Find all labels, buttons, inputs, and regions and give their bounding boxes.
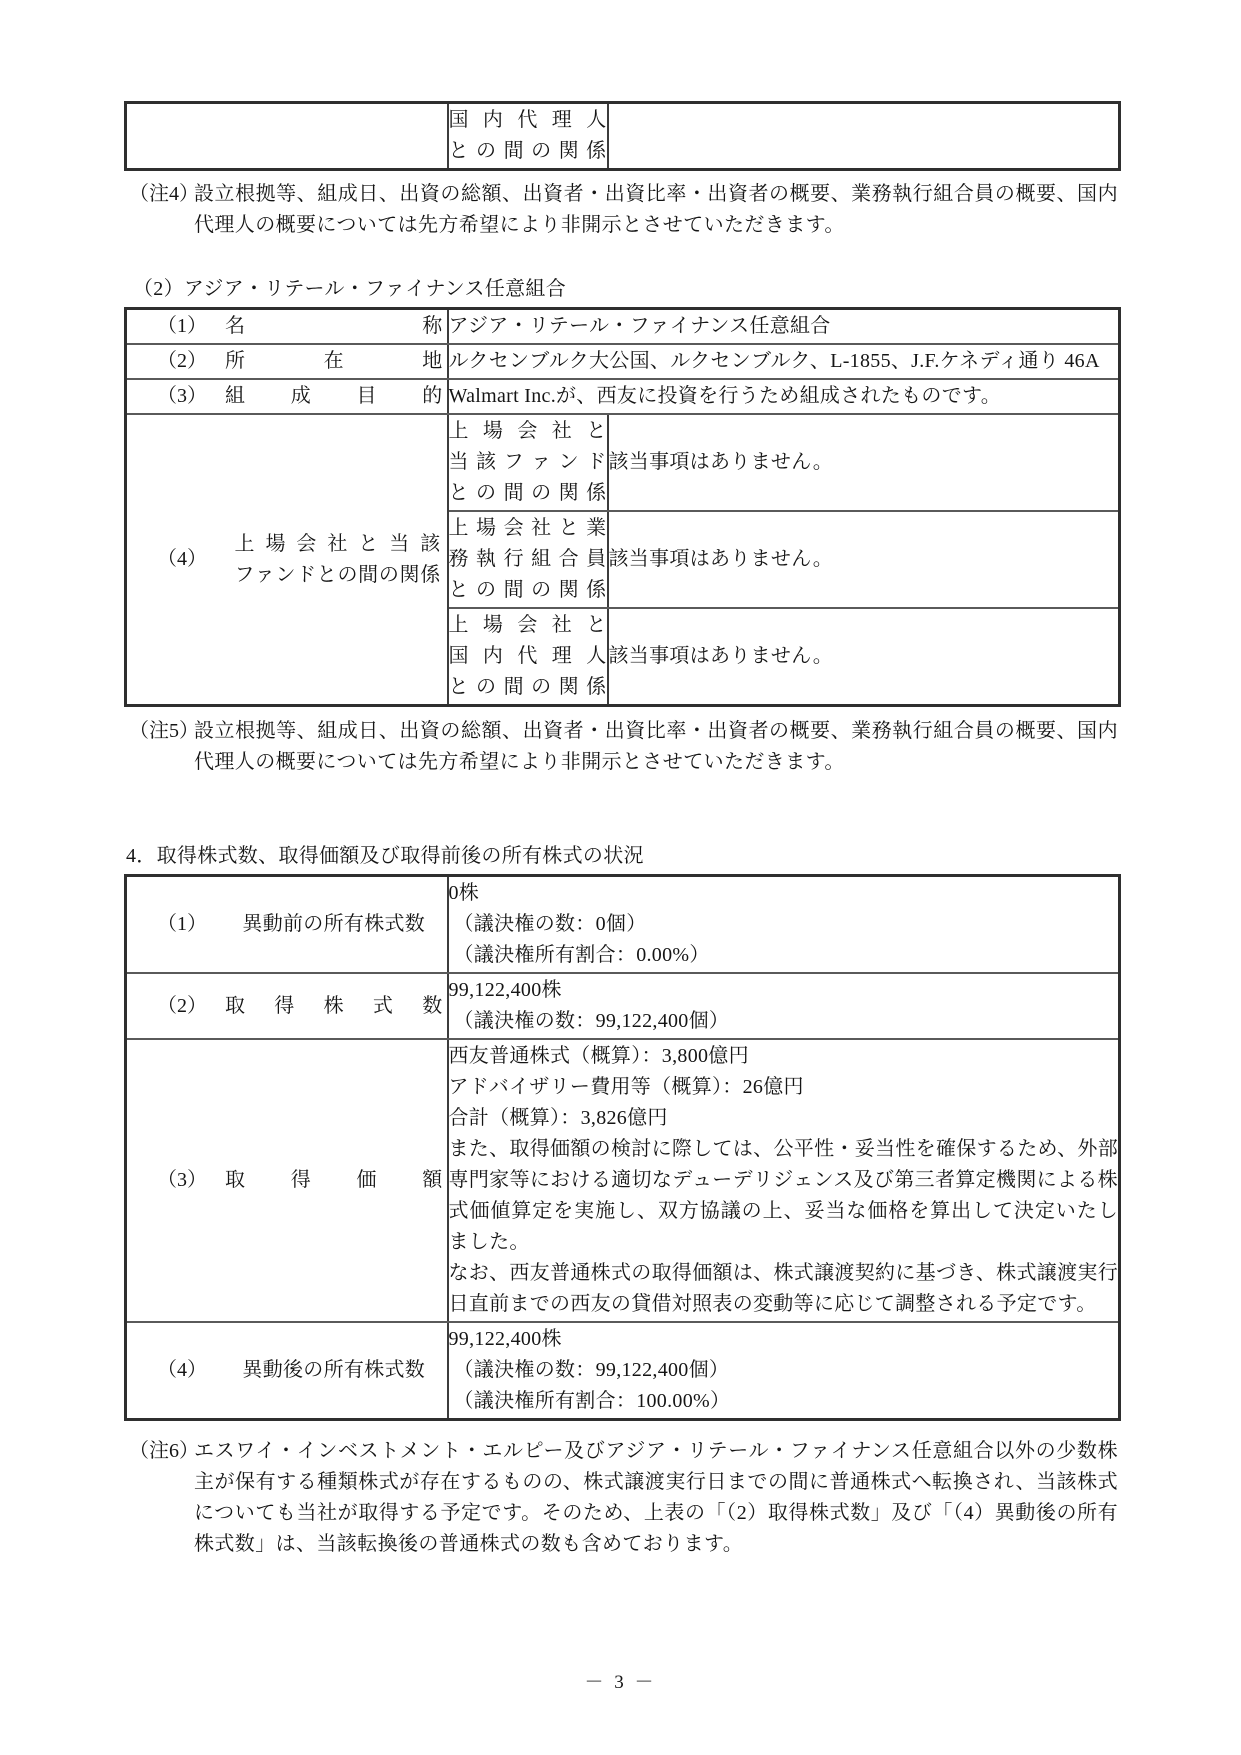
fund2-table: [124, 307, 1121, 707]
cell-line: アドバイザリー費用等（概算）：26億円: [448, 1076, 804, 1098]
table-row: [126, 379, 1120, 414]
cell-text: アジア・リテール・ファイナンス任意組合: [448, 315, 831, 337]
label-cell: [126, 973, 448, 1039]
table-row: [126, 876, 1120, 974]
cell-line: 99,122,400株: [448, 1328, 562, 1350]
content-cell: [448, 344, 1120, 379]
page-number: － 3 －: [584, 1672, 657, 1693]
note-5: [124, 716, 1118, 778]
label-cell: [126, 876, 448, 974]
sublabel-cell: 上場会社と業 務執行組合員 との間の関係: [448, 511, 608, 608]
table-row: [126, 309, 1120, 345]
cell-line: （議決権所有割合：0.00%）: [453, 944, 710, 966]
sublabel-line: 国内代理人: [448, 109, 607, 131]
row-label: 取得株式数: [225, 994, 443, 1017]
note-label: （注4）: [129, 183, 199, 205]
row-number: （2）: [157, 350, 207, 372]
label-cell: [126, 344, 448, 379]
acquisition-table: [124, 874, 1121, 1421]
fragment-sublabel-cell: [448, 103, 608, 170]
cell-text: 該当事項はありません。: [608, 645, 833, 667]
cell-line: （議決権の数：99,122,400個）: [453, 1010, 730, 1032]
note-text: エスワイ・インベストメント・エルピー及びアジア・リテール・ファイナンス任意組合以外の少数株主が保有する種類株式が存在するものの、株式譲渡実行日までの間に普通株式へ転換され、当該株式についても当社が取得する予定です。そのため、上表の「（2）取得株式数」及び「（4）異動後の所有株式数」は、当該転換後の普通株式の数も含めております。: [194, 1440, 1118, 1555]
prev-table-fragment: [124, 101, 1121, 171]
content-cell: [608, 608, 1120, 706]
note-label: （注5）: [129, 720, 199, 742]
cell-paragraph: また、取得価額の検討に際しては、公平性・妥当性を確保するため、外部専門家等における適切なデューデリジェンス及び第三者算定機関による株式価値算定を実施し、双方協議の上、妥当な価格を算出して決定いたしました。: [448, 1138, 1118, 1253]
content-cell: [448, 309, 1120, 345]
cell-line: （議決権の数：0個）: [453, 913, 647, 935]
row-number: （1）: [157, 913, 207, 935]
cell-text: 該当事項はありません。: [608, 548, 833, 570]
row-label: 異動前の所有株式数: [242, 913, 426, 935]
cell-line: 99,122,400株: [448, 979, 562, 1001]
content-cell: [448, 876, 1120, 974]
row-number: （4）: [157, 548, 207, 570]
label-cell: [126, 1322, 448, 1420]
fragment-empty-label-cell: [126, 103, 448, 170]
cell-line: 0株: [448, 882, 480, 904]
content-cell: [448, 1322, 1120, 1420]
label-cell: [126, 1039, 448, 1322]
row-label: 所在地: [225, 350, 443, 372]
row-label: 異動後の所有株式数: [242, 1359, 426, 1381]
cell-text: ルクセンブルク大公国、ルクセンブルク、L-1855、J.F.ケネディ通り 46A: [448, 350, 1100, 372]
sublabel-line: との間の関係: [448, 140, 607, 162]
note-text: 設立根拠等、組成日、出資の総額、出資者・出資比率・出資者の概要、業務執行組合員の概要、国内代理人の概要については先方希望により非開示とさせていただきます。: [194, 720, 1118, 773]
content-cell: [608, 511, 1120, 608]
cell-line: （議決権所有割合：100.00%）: [453, 1390, 731, 1412]
row-number: （2）: [157, 994, 207, 1017]
row-number: （3）: [157, 1169, 207, 1191]
section2-heading: （2）アジア・リテール・ファイナンス任意組合: [133, 278, 566, 300]
table-row: [126, 973, 1120, 1039]
table-row: [126, 344, 1120, 379]
table-row: [126, 103, 1120, 170]
cell-text: Walmart Inc.が、西友に投資を行うため組成されたものです。: [448, 385, 1001, 407]
cell-line: 合計（概算）：3,826億円: [448, 1107, 668, 1129]
row-label: 名称: [225, 315, 443, 337]
label-cell: [126, 309, 448, 345]
cell-paragraph: なお、西友普通株式の取得価額は、株式譲渡契約に基づき、株式譲渡実行日直前までの西友の貸借対照表の変動等に応じて調整される予定です。: [448, 1262, 1118, 1315]
note-4: [124, 179, 1118, 241]
note-label: （注6）: [129, 1440, 199, 1462]
row-number: （3）: [157, 385, 207, 407]
cell-text: 該当事項はありません。: [608, 451, 833, 473]
row-label: 取得価額: [225, 1169, 443, 1191]
sublabel-cell: 上場会社と 国内代理人 との間の関係: [448, 608, 608, 706]
note-text: 設立根拠等、組成日、出資の総額、出資者・出資比率・出資者の概要、業務執行組合員の概要、国内代理人の概要については先方希望により非開示とさせていただきます。: [194, 183, 1118, 236]
cell-line: 西友普通株式（概算）：3,800億円: [448, 1045, 749, 1067]
content-cell: [448, 973, 1120, 1039]
table-row: [126, 1322, 1120, 1420]
content-cell: [608, 414, 1120, 511]
sublabel-cell: 上場会社と 当該ファンド との間の関係: [448, 414, 608, 511]
content-cell: [448, 1039, 1120, 1322]
label-cell-row4: [126, 414, 448, 706]
fragment-empty-content-cell: [608, 103, 1120, 170]
row-label: 上場会社と当該 ファンドとの間の関係: [234, 532, 441, 586]
cell-line: （議決権の数：99,122,400個）: [453, 1359, 730, 1381]
label-cell: [126, 379, 448, 414]
row-number: （4）: [157, 1359, 207, 1381]
row-label: 組成目的: [225, 385, 443, 407]
content-cell: [448, 379, 1120, 414]
note-6: [124, 1436, 1118, 1560]
row-number: （1）: [157, 315, 207, 337]
table-row: [126, 414, 1120, 511]
section4-heading: 4．取得株式数、取得価額及び取得前後の所有株式の状況: [126, 845, 644, 867]
table-row: [126, 1039, 1120, 1322]
content-area: [124, 0, 1118, 1560]
